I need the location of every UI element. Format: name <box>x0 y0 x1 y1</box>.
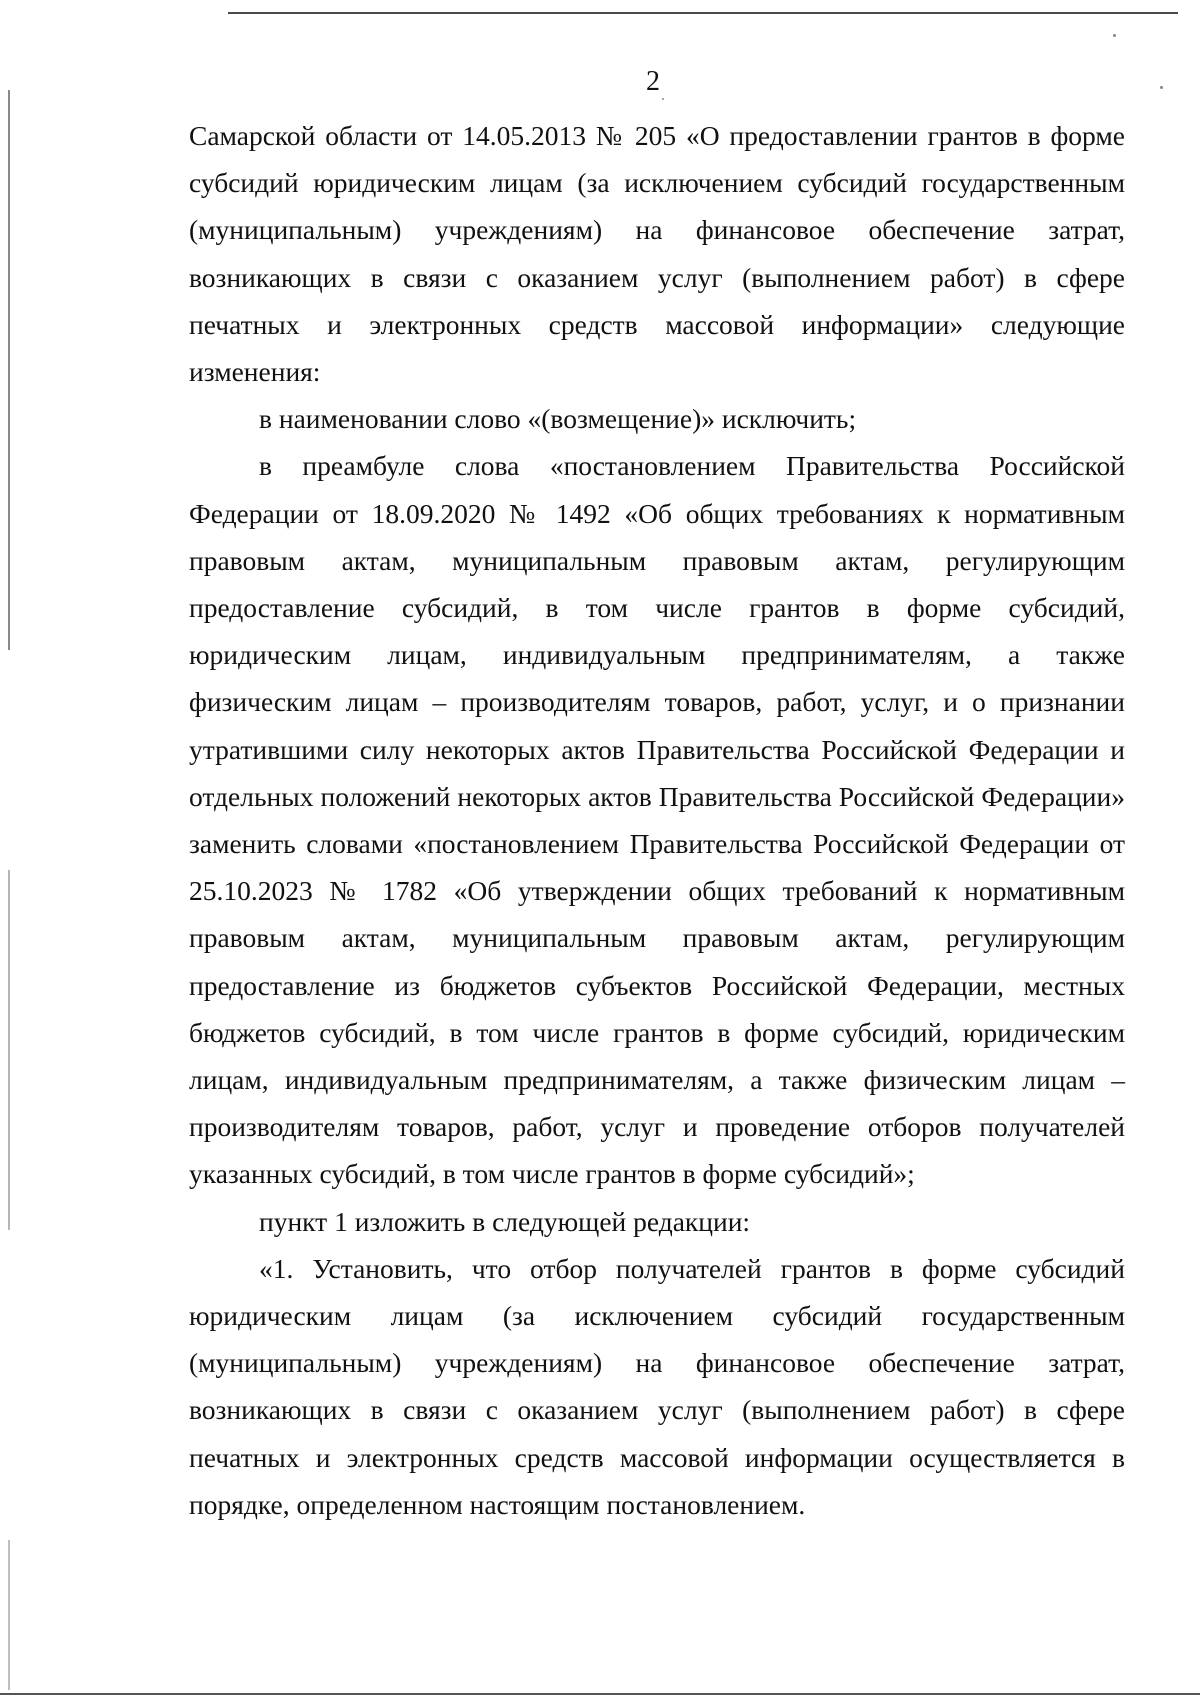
paragraph: в наименовании слово «(возмещение)» исключить; <box>259 403 857 435</box>
scan-speck <box>1113 34 1116 37</box>
paragraph: в преамбуле слова «постановлением Правительства Российской Федерации от 18.09.2020 № 1492 «Об общих требованиях к нормативным правовым актам, муниципальным правовым актам, регулирующим предоставление субсидий, в том числе грантов в форме субсидий, юридическим лицам, индивидуальным предпринимателям, а также физическим лицам – производителям товаров, работ, услуг, и о признании утратившими силу некоторых актов Правительства Российской Федерации и отдельных положений некоторых актов Правительства Российской Федерации» заменить словами «постановлением Правительства Российской Федерации от 25.10.2023 № 1782 «Об утверждении общих требований к нормативным правовым актам, муниципальным правовым актам, регулирующим предоставление из бюджетов субъектов Российской Федерации, местных бюджетов субсидий, в том числе грантов в форме субсидий, юридическим лицам, индивидуальным предпринимателям, а также физическим лицам – производителям товаров, работ, услуг и проведение отборов получателей указанных субсидий, в том числе грантов в форме субсидий»; <box>189 450 1125 1190</box>
paragraph: «1. Установить, что отбор получателей грантов в форме субсидий юридическим лицам (за исключением субсидий государственным (муниципальным) учреждениям) на финансовое обеспечение затрат, возникающих в связи с оказанием услуг (выполнением работ) в сфере печатных и электронных средств массовой информации осуществляется в порядке, определенном настоящим постановлением. <box>189 1252 1125 1520</box>
scan-speck <box>662 98 664 100</box>
paragraph: пункт 1 изложить в следующей редакции: <box>259 1205 751 1237</box>
scan-edge-left <box>8 1540 10 1690</box>
paragraph: Самарской области от 14.05.2013 № 205 «О предоставлении грантов в форме субсидий юридическим лицам (за исключением субсидий государственным (муниципальным) учреждениям) на финансовое обеспечение затрат, возникающих в связи с оказанием услуг (выполнением работ) в сфере печатных и электронных средств массовой информации» следующие изменения: <box>189 120 1125 388</box>
scan-edge-left <box>8 90 10 650</box>
scan-edge-bottom <box>0 1693 1200 1695</box>
page-number: 2 <box>646 66 660 97</box>
scan-edge-top <box>228 12 1178 14</box>
document-body <box>189 112 1125 1528</box>
scan-edge-left <box>8 870 10 1230</box>
